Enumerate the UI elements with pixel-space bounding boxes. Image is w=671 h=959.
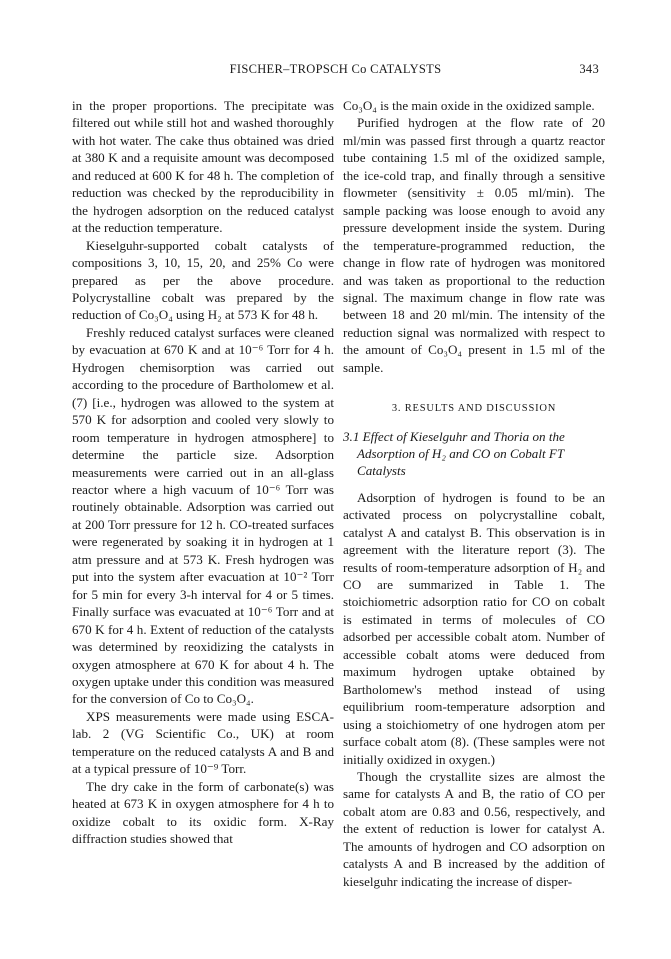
section-heading: 3. RESULTS AND DISCUSSION [391, 403, 557, 415]
paragraph: The dry cake in the form of carbonate(s) was heated at 673 K in oxygen atmosphere for 4 h to oxidize cobalt to its oxidic form. X-Ray diffraction studies showed that [72, 778, 334, 847]
paragraph: in the proper proportions. The precipitate was filtered out while still hot and washed thoroughly with hot water. The cake thus obtained was dried at 380 K and a requisite amount was decomposed and reduced at 600 K for 48 h. The completion of reduction was checked by the reproducibility in the hydrogen adsorption on the reduced catalyst at the reduction temperature. [72, 98, 334, 236]
page-number: 343 [579, 62, 599, 76]
running-title: FISCHER–TROPSCH Co CATALYSTS [229, 62, 442, 76]
right-column [343, 97, 605, 890]
paragraph: Freshly reduced catalyst surfaces were cleaned by evacuation at 670 K and at 10⁻⁶ Torr for 4 h. Hydrogen chemisorption was carried out according to the procedure of Bartholomew et al. (7) [i.e., hydrogen was allowed to the system at 570 K for adsorption and cooled very slowly to room temperature in hydrogen atmosphere] to determine the particle size. Adsorption measurements were carried out in an all-glass reactor where a high vacuum of 10⁻⁶ Torr was routinely obtainable. Adsorption was carried out at 200 Torr pressure for 12 h. CO-treated surfaces were regenerated by soaking it in hydrogen at 1 atm pressure and at 573 K. Fresh hydrogen was put into the system after evacuation at 10⁻² Torr for 5 min for every 3-h interval for 4 or 5 times. Finally surface was evacuated at 10⁻⁶ Torr and at 670 K for 4 h. Extent of reduction of the catalysts was determined by reoxidizing the catalysts in oxygen atmosphere at 670 K for about 4 h. The oxygen uptake under this condition was measured for the conversion of Co to Co₃O₄. [72, 324, 334, 707]
subsection-heading: 3.1 Effect of Kieselguhr and Thoria on the Adsorption of H₂ and CO on Cobalt FT Catalysts [343, 428, 565, 478]
left-column [72, 97, 334, 847]
running-head [72, 62, 599, 82]
paragraph: Co₃O₄ is the main oxide in the oxidized sample. [343, 98, 595, 113]
paragraph: Adsorption of hydrogen is found to be an activated process on polycrystalline cobalt, catalyst A and catalyst B. This observation is in agreement with the literature report (3). The results of room-temperature adsorption of H₂ and CO are summarized in Table 1. The stoichiometric adsorption ratio for CO on cobalt is estimated in terms of molecules of CO adsorbed per accessible cobalt atom. Number of accessible cobalt atoms were deduced from maximum hydrogen uptake obtained by Bartholomew's method instead of using equilibrium room-temperature adsorption and using a stoichiometry of one hydrogen atom per surface cobalt atom (8). (These samples were not initially oxidized in oxygen.) [343, 489, 605, 767]
paragraph: Purified hydrogen at the flow rate of 20 ml/min was passed first through a quartz reactor tube containing 1.5 ml of the oxidized sample, the ice-cold trap, and finally through a sensitive flowmeter (sensitivity ± 0.05 ml/min). The sample packing was loose enough to avoid any pressure development inside the system. During the temperature-programmed reduction, the change in flow rate of hydrogen was monitored and was taken as proportional to the reduction signal. The maximum change in flow rate was between 18 and 20 ml/min. The intensity of the reduction signal was normalized with respect to the amount of Co₃O₄ present in 1.5 ml of the sample. [343, 115, 605, 375]
paragraph: Kieselguhr-supported cobalt catalysts of compositions 3, 10, 15, 20, and 25% Co were prepared as per the above procedure. Polycrystalline cobalt was prepared by the reduction of Co₃O₄ using H₂ at 573 K for 48 h. [72, 237, 334, 323]
paragraph: XPS measurements were made using ESCA-lab. 2 (VG Scientific Co., UK) at room temperature on the reduced catalysts A and B and at a typical pressure of 10⁻⁹ Torr. [72, 708, 334, 777]
paragraph: Though the crystallite sizes are almost the same for catalysts A and B, the ratio of CO per cobalt atom are 0.83 and 0.56, respectively, and the extent of reduction is lower for catalyst A. The amounts of hydrogen and CO adsorption on catalysts A and B increased by the addition of kieselguhr indicating the increase of disper- [343, 768, 605, 889]
